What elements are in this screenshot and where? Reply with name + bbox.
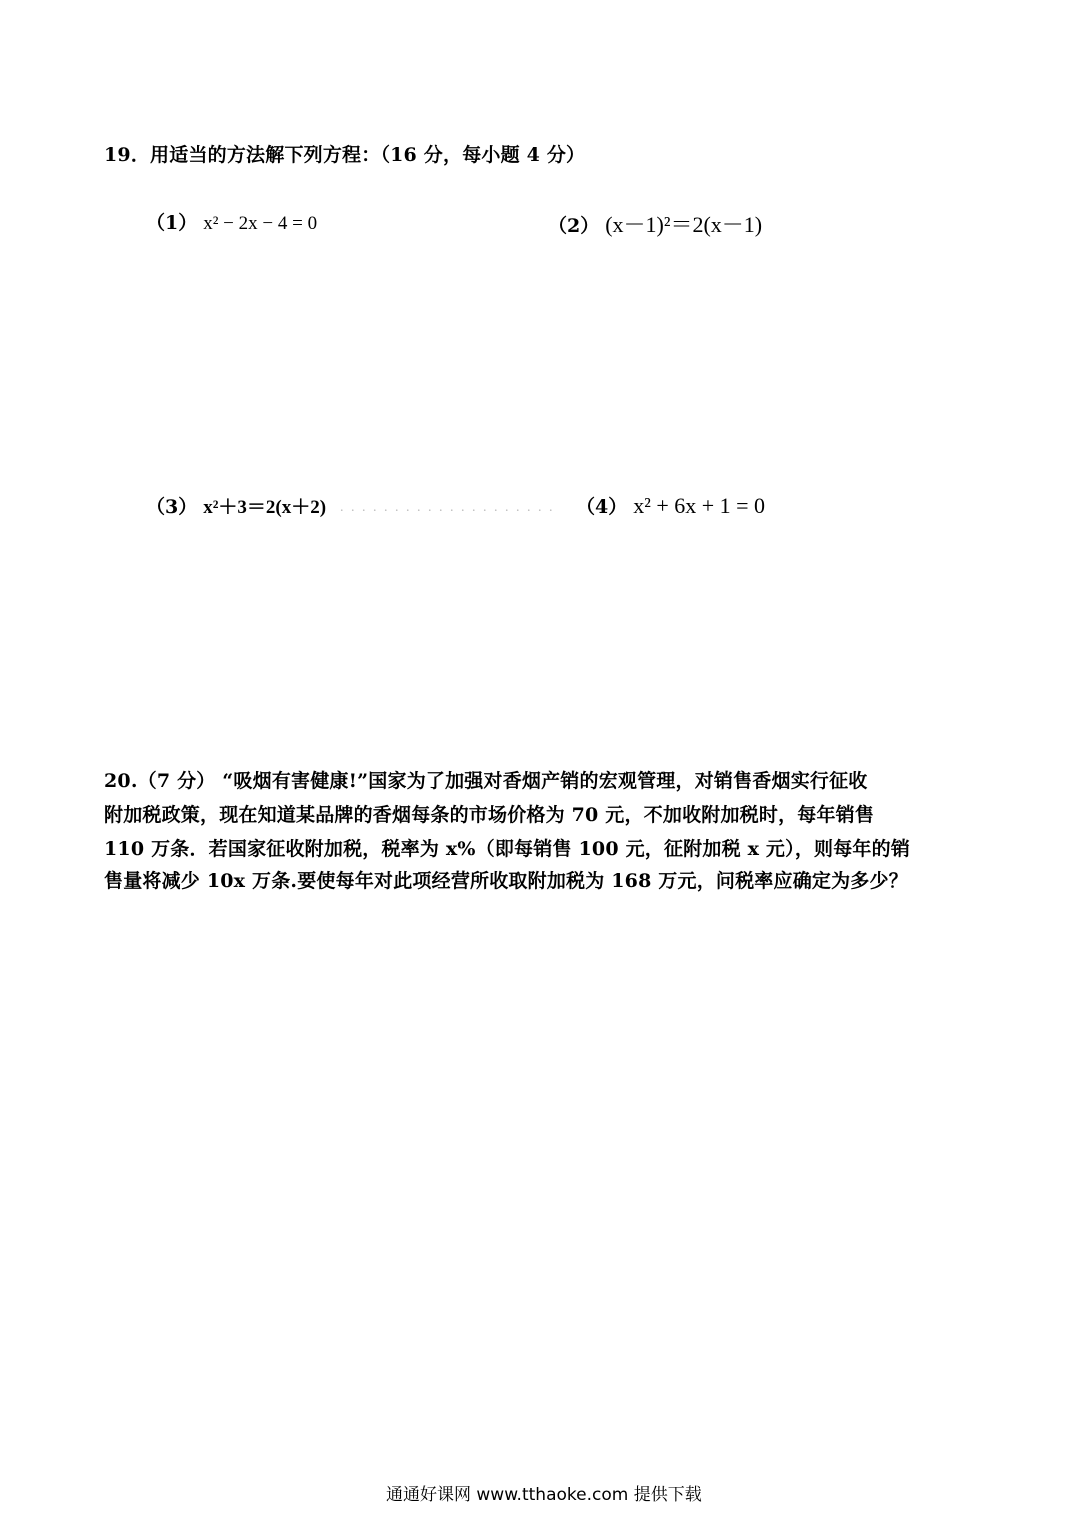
item-label: （3） bbox=[146, 496, 198, 518]
question-20-line-3: 110 万条．若国家征收附加税，税率为 x%（即每销售 100 元，征附加税 x 元），则每年的销 bbox=[104, 838, 911, 860]
question-19-item-3 bbox=[146, 492, 326, 519]
equation: x² + 6x + 1 = 0 bbox=[633, 493, 766, 518]
item-label: （2） bbox=[548, 215, 600, 237]
question-20-line-1: 20.（7 分） “吸烟有害健康!”国家为了加强对香烟产销的宏观管理，对销售香烟实行征收 bbox=[104, 770, 868, 792]
question-19-item-4 bbox=[576, 492, 765, 519]
equation: x²＋3＝2(x＋2) bbox=[203, 497, 327, 518]
question-20-line-2: 附加税政策，现在知道某品牌的香烟每条的市场价格为 70 元，不加收附加税时，每年销售 bbox=[104, 804, 875, 826]
equation: (x－1)²＝2(x－1) bbox=[605, 212, 763, 237]
question-19-item-2 bbox=[548, 208, 762, 239]
leader-dots: . . . . . . . . . . . . . . . . . . . . bbox=[340, 500, 555, 515]
item-label: （4） bbox=[576, 496, 628, 518]
question-20-line-4: 售量将减少 10x 万条.要使每年对此项经营所收取附加税为 168 万元，问税率应确定为多少？ bbox=[104, 870, 908, 892]
item-label: （1） bbox=[146, 212, 198, 234]
question-19-item-1 bbox=[146, 208, 317, 235]
question-19-header: 19．用适当的方法解下列方程：（16 分，每小题 4 分） bbox=[104, 144, 586, 166]
page-footer: 通通好课网 www.tthaoke.com 提供下载 bbox=[386, 1485, 702, 1505]
equation: x² − 2x − 4 = 0 bbox=[203, 213, 318, 234]
